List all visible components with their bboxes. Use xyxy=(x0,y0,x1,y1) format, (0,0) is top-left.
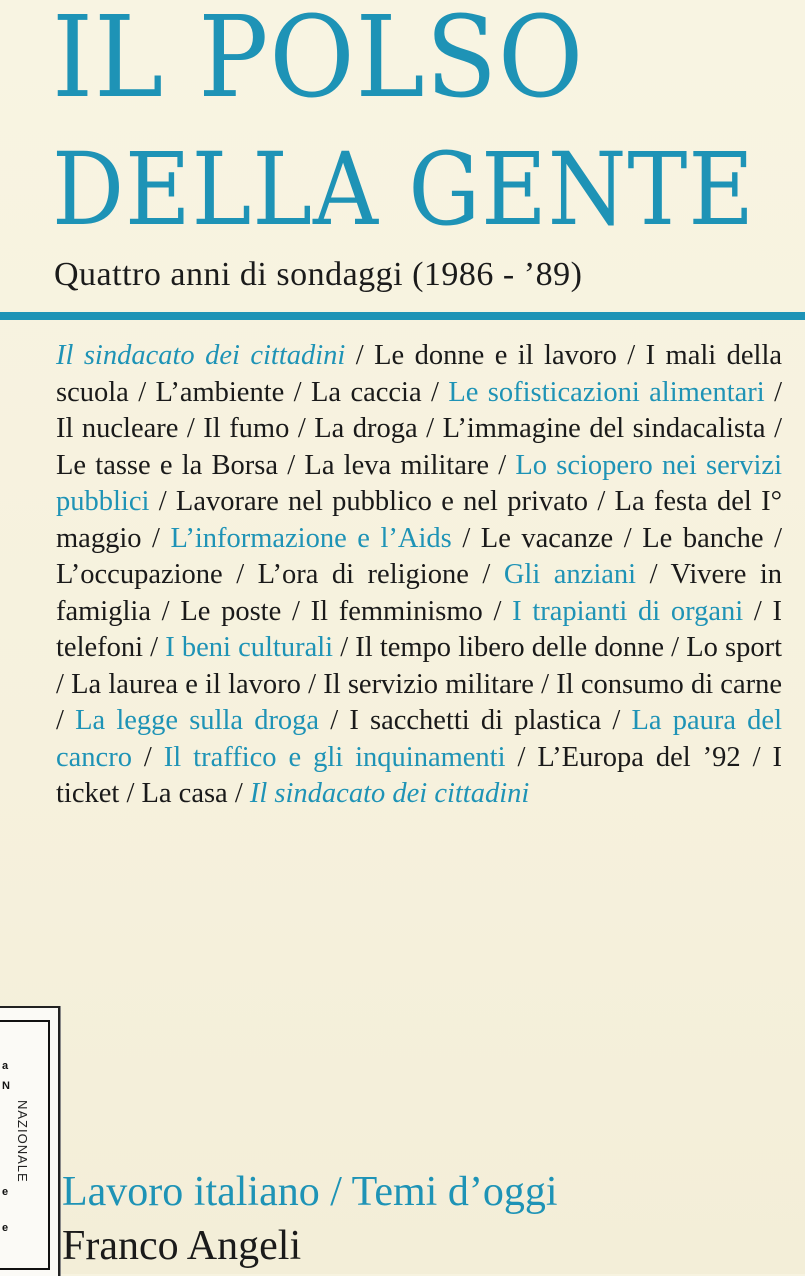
topic-item: La festa del I° maggio xyxy=(56,486,782,554)
topic-separator: / xyxy=(333,632,356,663)
topic-item: Le sofisticazioni alimentari xyxy=(448,376,765,408)
topic-item: Il servizio militare xyxy=(323,668,534,700)
sticker-mark: a xyxy=(2,1060,9,1072)
topic-item: Le vacanze xyxy=(480,522,614,554)
topic-separator: / xyxy=(663,632,687,663)
topic-separator: / xyxy=(764,376,783,408)
topic-separator: / xyxy=(482,595,513,627)
topic-separator: / xyxy=(505,741,538,773)
topic-separator: / xyxy=(345,340,375,371)
topic-item: Il consumo di carne xyxy=(556,668,782,700)
topic-item: La paura del cancro xyxy=(56,705,782,773)
topic-separator: / xyxy=(616,340,646,371)
topic-item: Il fumo xyxy=(203,413,290,444)
topic-separator: / xyxy=(131,741,164,773)
topic-separator: / xyxy=(278,449,305,481)
sticker-mark: e xyxy=(2,1186,9,1198)
topic-item: L’immagine del sindacalista xyxy=(442,413,766,444)
topic-item: Lavorare nel pubblico e nel privato xyxy=(175,486,589,517)
topic-item: L’occupazione xyxy=(56,559,223,590)
topic-item: I beni culturali xyxy=(165,632,334,663)
title-line-1: IL POLSO xyxy=(52,0,585,123)
topic-item: L’Europa del ’92 xyxy=(537,741,741,773)
topic-separator: / xyxy=(141,522,171,554)
topic-separator: / xyxy=(417,413,443,444)
accent-rule xyxy=(0,312,805,320)
topic-item: Il tempo libero delle donne xyxy=(355,632,664,663)
topic-item: I telefoni xyxy=(56,595,783,663)
publisher-name: Franco Angeli xyxy=(62,1223,302,1269)
topic-item: I ticket xyxy=(56,741,783,809)
topic-item: Il nucleare xyxy=(56,413,179,444)
topic-separator: / xyxy=(56,668,72,700)
topic-item: Il sindacato dei cittadini xyxy=(249,778,530,809)
topic-separator: / xyxy=(636,559,671,590)
topic-item: I mali della scuola xyxy=(56,340,783,408)
topic-separator: / xyxy=(128,376,156,408)
topic-separator: / xyxy=(289,413,315,444)
topic-list xyxy=(56,338,782,813)
topic-item: Vivere in famiglia xyxy=(56,559,783,627)
topic-item: Lo sport xyxy=(686,632,782,663)
topic-separator: / xyxy=(56,705,76,736)
topic-item: La casa xyxy=(141,778,228,809)
topic-item: La droga xyxy=(314,413,418,444)
topic-separator: / xyxy=(613,522,643,554)
topic-separator: / xyxy=(227,778,250,809)
topic-separator: / xyxy=(468,559,504,590)
topic-item: L’ambiente xyxy=(155,376,285,408)
topic-separator: / xyxy=(119,778,142,809)
topic-separator: / xyxy=(588,486,615,517)
topic-separator: / xyxy=(601,705,632,736)
topic-separator: / xyxy=(489,449,516,481)
library-sticker xyxy=(0,1006,60,1276)
topic-item: Gli anziani xyxy=(503,559,637,590)
topic-item: La leva militare xyxy=(304,449,489,481)
topic-separator: / xyxy=(743,595,773,627)
topic-item: La caccia xyxy=(311,376,422,408)
topic-item: Le poste xyxy=(180,595,282,627)
topic-separator: / xyxy=(281,595,311,627)
topic-item: La laurea e il lavoro xyxy=(71,668,301,700)
topic-item: La legge sulla droga xyxy=(75,705,320,736)
topic-separator: / xyxy=(178,413,204,444)
topic-item: L’ora di religione xyxy=(257,559,469,590)
topic-separator: / xyxy=(222,559,258,590)
topic-item: Lo sciopero nei servizi pubblici xyxy=(56,449,783,517)
sticker-stamp-text: NAZIONALE xyxy=(15,1100,30,1183)
topic-separator: / xyxy=(763,522,783,554)
topic-separator: / xyxy=(300,668,324,700)
topic-item: Il sindacato dei cittadini xyxy=(56,340,346,371)
topic-separator: / xyxy=(319,705,350,736)
sticker-mark: N xyxy=(2,1080,10,1092)
title-line-2: DELLA GENTE xyxy=(52,131,755,248)
topic-item: L’informazione e l’Aids xyxy=(170,522,452,554)
topic-item: I trapianti di organi xyxy=(512,595,744,627)
topic-item: I sacchetti di plastica xyxy=(349,705,602,736)
topic-separator: / xyxy=(284,376,311,408)
subtitle: Quattro anni di sondaggi (1986 - ’89) xyxy=(54,256,583,293)
topic-separator: / xyxy=(150,595,181,627)
topic-separator: / xyxy=(149,486,176,517)
topic-item: Le donne e il lavoro xyxy=(374,340,617,371)
sticker-mark: e xyxy=(2,1222,9,1234)
topic-separator: / xyxy=(451,522,481,554)
topic-separator: / xyxy=(533,668,557,700)
topic-item: Il femminismo xyxy=(310,595,483,627)
topic-separator: / xyxy=(740,741,773,773)
series-name: Lavoro italiano / Temi d’oggi xyxy=(62,1169,558,1215)
topic-item: Le banche xyxy=(642,522,764,554)
topic-separator: / xyxy=(143,632,166,663)
topic-item: Il traffico e gli inquinamenti xyxy=(163,741,506,773)
topic-separator: / xyxy=(765,413,782,444)
topic-separator: / xyxy=(421,376,449,408)
topic-item: Le tasse e la Borsa xyxy=(56,449,279,481)
